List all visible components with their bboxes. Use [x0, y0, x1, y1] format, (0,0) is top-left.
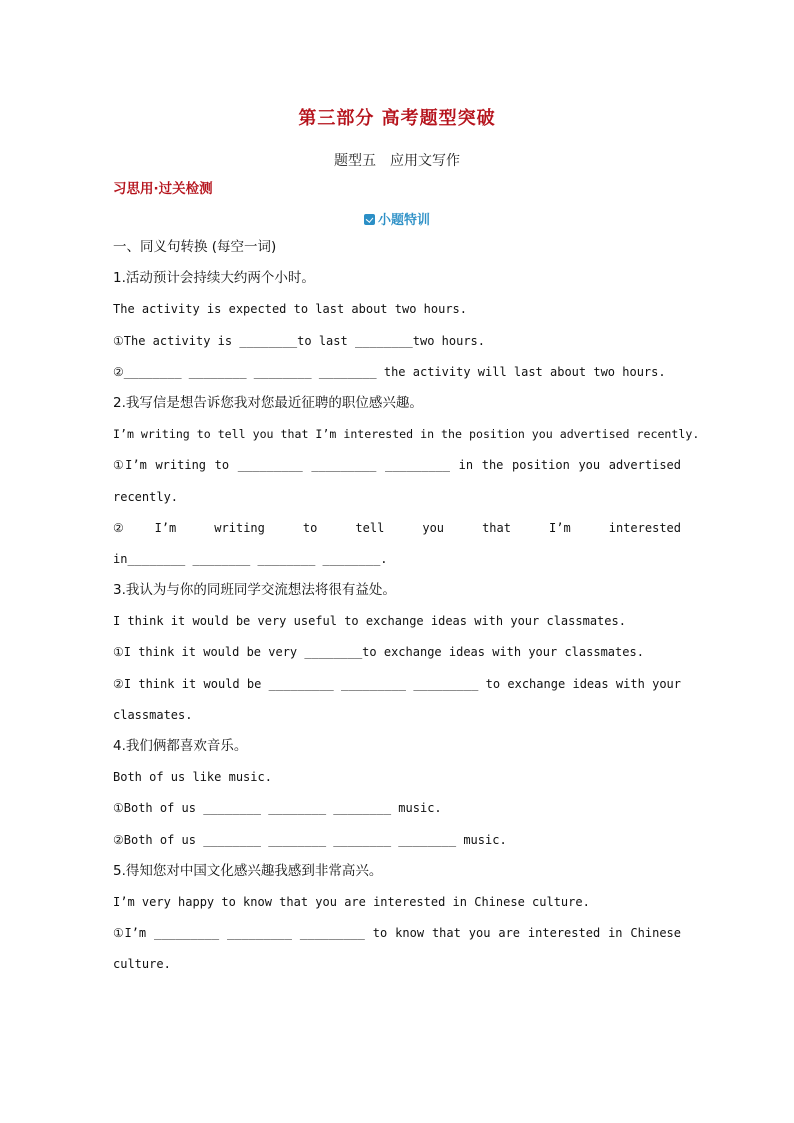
question-chinese: 1.活动预计会持续大约两个小时。 [113, 270, 315, 287]
question-chinese: 5.得知您对中国文化感兴趣我感到非常高兴。 [113, 862, 383, 879]
answer-line: ②________ ________ ________ ________ the activity will last about two hours. [113, 364, 666, 379]
answer-line: ①Both of us ________ ________ ________ music. [113, 801, 442, 816]
question-english: I’m writing to tell you that I’m interested in the position you advertised recently. [113, 427, 700, 442]
answer-line-continued: culture. [113, 957, 171, 972]
answer-line: ②I think it would be _________ _________ _________ to exchange ideas with your [113, 676, 681, 691]
section-label: 习思用·过关检测 [113, 181, 213, 197]
answer-line: ②Both of us ________ ________ ________ ________ music. [113, 832, 507, 847]
question-english: The activity is expected to last about two hours. [113, 302, 468, 317]
badge-label: 小题特训 [377, 213, 430, 228]
answer-line: ①I’m writing to _________ _________ _________ in the position you advertised [113, 458, 681, 473]
answer-line: ②I’m writing to tell you that I’m interested [113, 520, 681, 535]
page-subtitle: 题型五 应用文写作 [334, 153, 460, 169]
exercise-badge [0, 209, 794, 228]
page-title: 第三部分 高考题型突破 [298, 108, 496, 129]
exercise-content [113, 236, 700, 985]
answer-line: ①I think it would be very ________to exchange ideas with your classmates. [113, 645, 644, 660]
question-chinese: 4.我们俩都喜欢音乐。 [113, 738, 248, 754]
answer-line-continued: classmates. [113, 707, 193, 722]
answer-line: ①I’m _________ _________ _________ to know that you are interested in Chinese [113, 926, 681, 941]
question-english: I’m very happy to know that you are interested in Chinese culture. [113, 894, 590, 909]
question-english: Both of us like music. [113, 770, 272, 785]
question-english: I think it would be very useful to exchange ideas with your classmates. [113, 614, 626, 629]
question-chinese: 3.我认为与你的同班同学交流想法将很有益处。 [113, 582, 396, 599]
pencil-check-icon [364, 214, 375, 225]
section-heading: 一、同义句转换 (每空一词) [113, 239, 277, 255]
question-chinese: 2.我写信是想告诉您我对您最近征聘的职位感兴趣。 [113, 394, 423, 411]
answer-line-continued: recently. [113, 489, 179, 504]
answer-line-continued: in________ ________ ________ ________. [113, 551, 388, 566]
answer-line: ①The activity is ________to last ________two hours. [113, 333, 485, 348]
